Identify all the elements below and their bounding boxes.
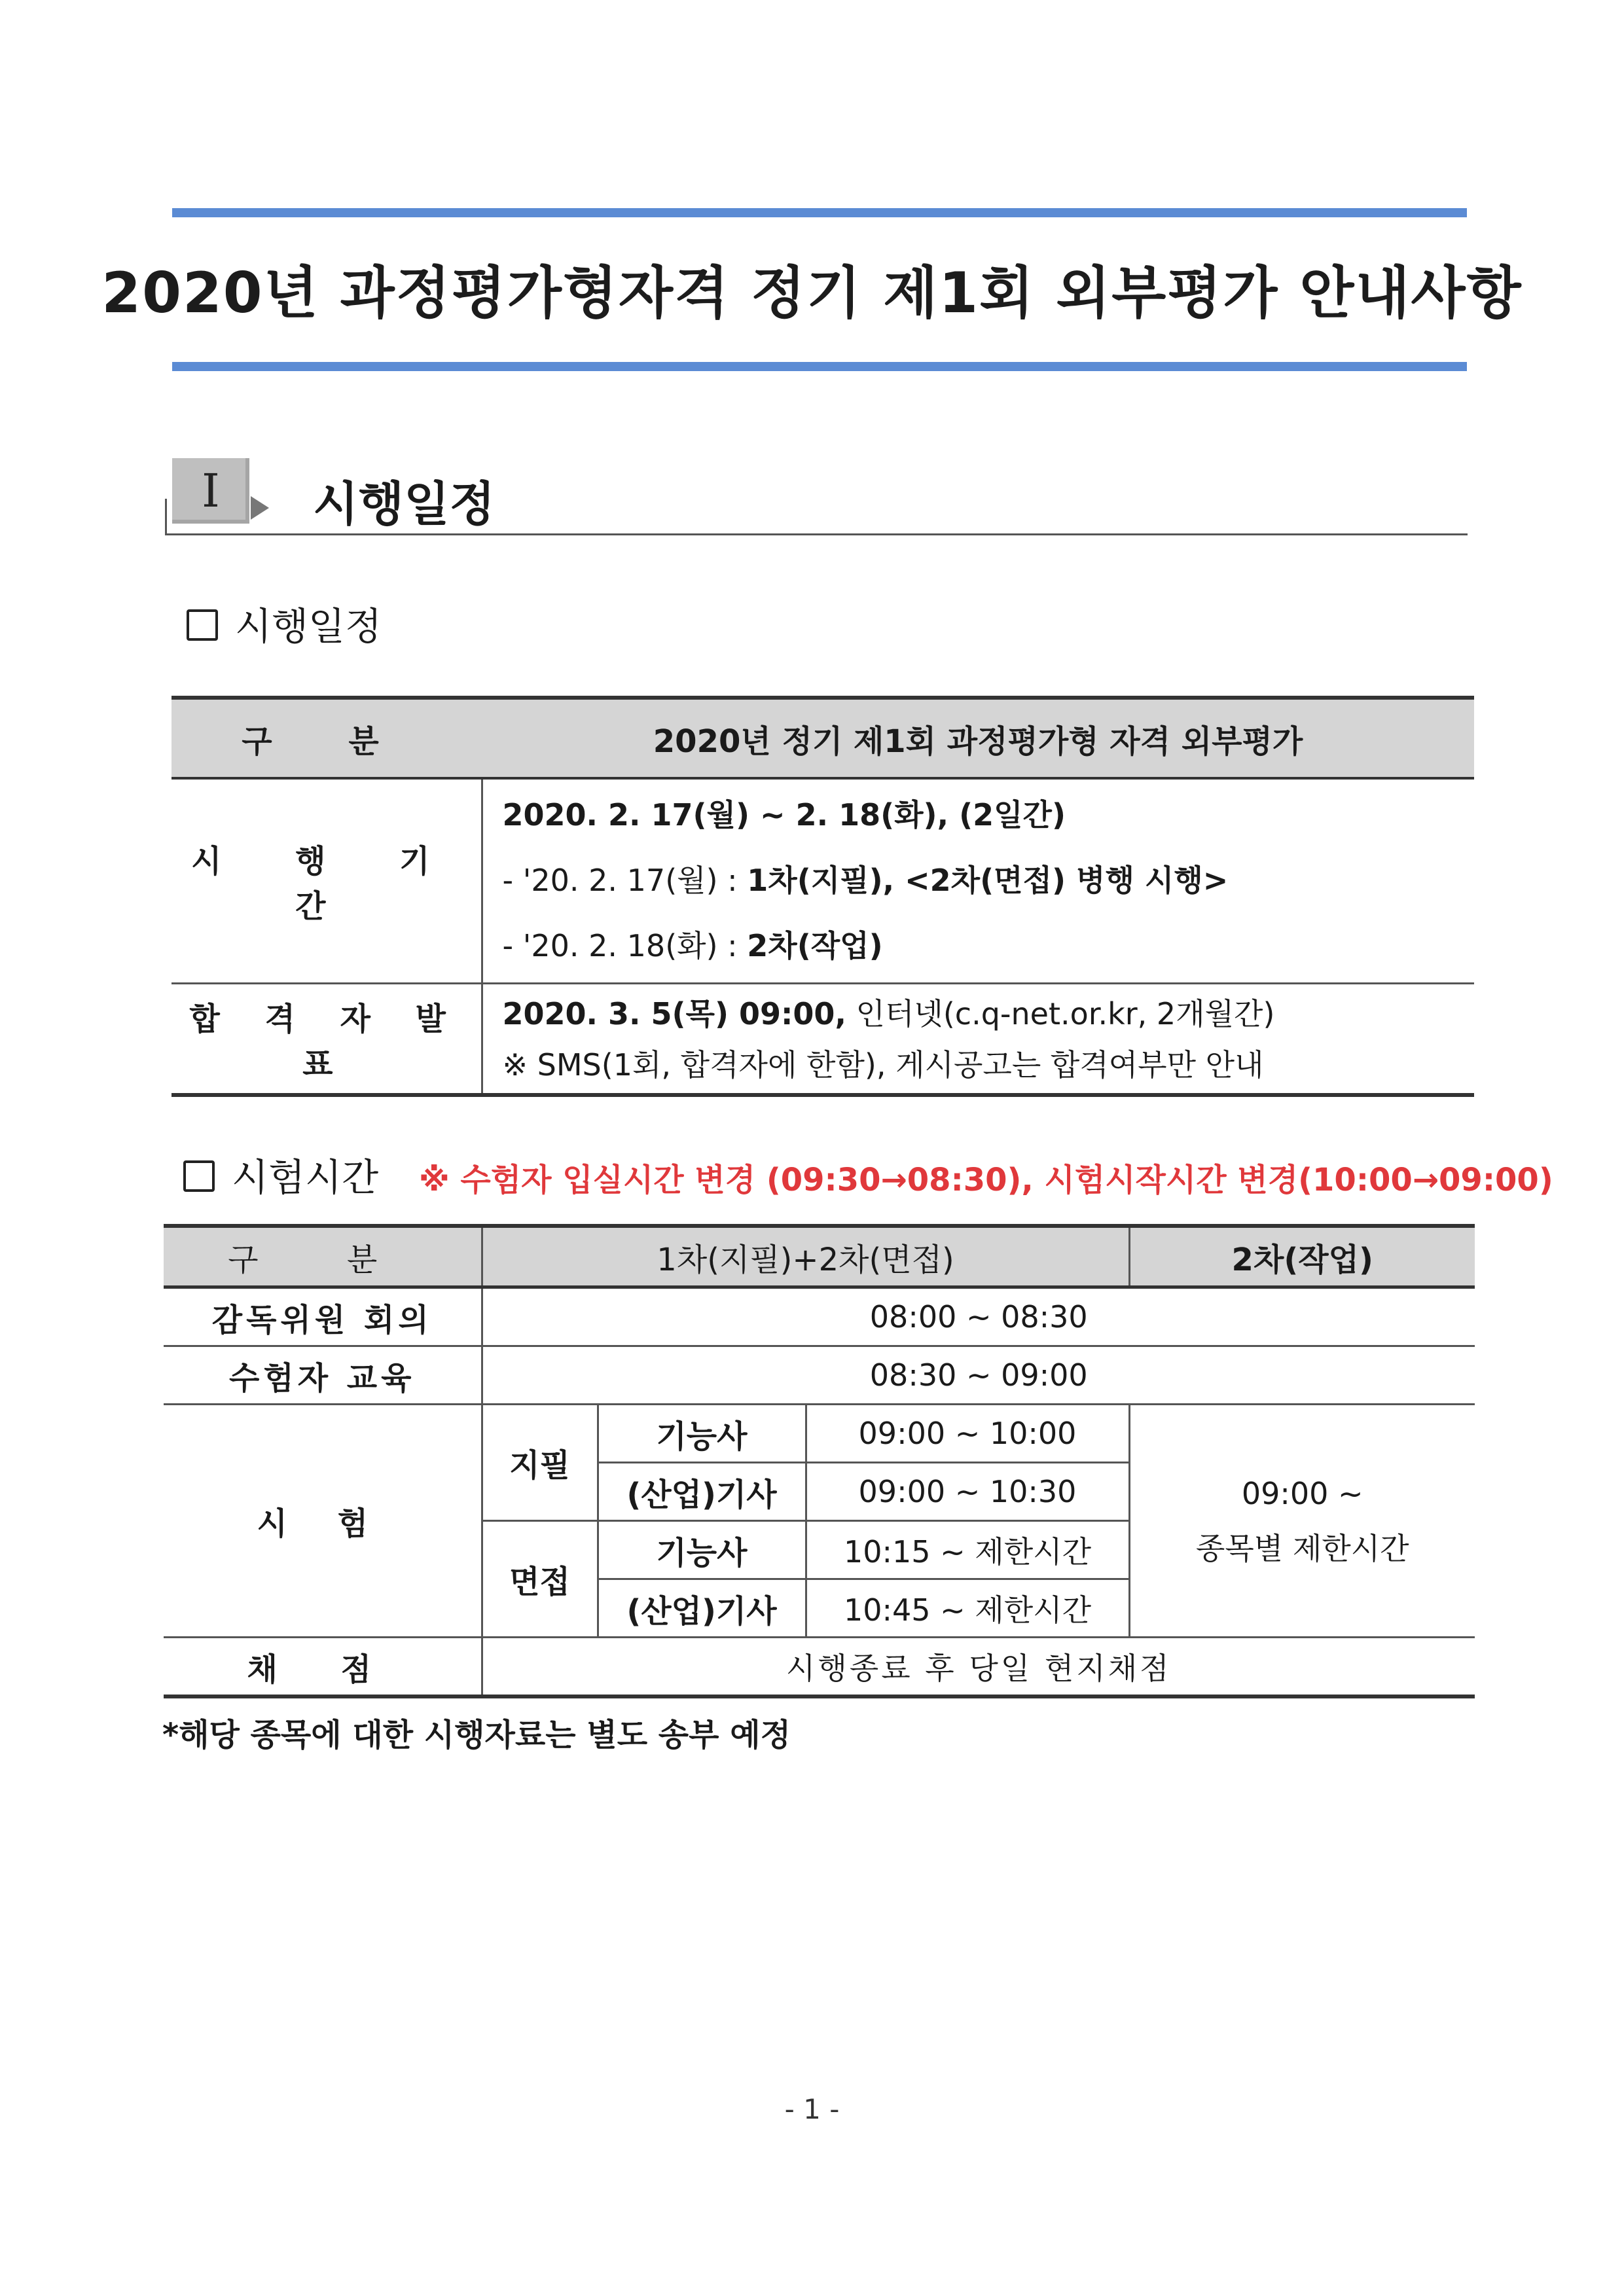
- schedule-header-col2: 2020년 정기 제1회 과정평가형 자격 외부평가: [482, 698, 1474, 778]
- checkbox-icon: [187, 609, 218, 641]
- written-time-1: 09:00 ~ 10:00: [806, 1405, 1129, 1463]
- grading-value: 시행종료 후 당일 현지채점: [482, 1638, 1475, 1697]
- interview-grade-1: 기능사: [598, 1521, 806, 1579]
- interview-label: 면접: [482, 1521, 598, 1638]
- page-title: 2020년 과정평가형자격 정기 제1회 외부평가 안내사항: [101, 260, 1523, 326]
- period-line2-detail: 1차(지필), <2차(면접) 병행 시행>: [747, 863, 1229, 898]
- work-time-start: 09:00 ~: [1241, 1475, 1363, 1511]
- education-time: 08:30 ~ 09:00: [482, 1346, 1475, 1405]
- schedule-heading-text: 시행일정: [235, 604, 382, 649]
- announce-channel: 인터넷(c.q-net.or.kr, 2개월간): [846, 996, 1275, 1031]
- supervisor-row: [164, 1287, 1475, 1346]
- section-number: I: [202, 464, 220, 518]
- interview-time-2: 10:45 ~ 제한시간: [806, 1579, 1129, 1638]
- education-label: 수험자 교육: [164, 1346, 482, 1405]
- exam-header-col1: 구 분: [164, 1226, 482, 1287]
- checkbox-icon: [183, 1160, 215, 1192]
- period-line1: 2020. 2. 17(월) ~ 2. 18(화), (2일간): [502, 797, 1066, 833]
- period-line2: [503, 848, 1475, 913]
- announce-line1: [503, 988, 1475, 1039]
- written-label: 지필: [482, 1405, 598, 1521]
- period-row: [171, 778, 1474, 984]
- exam-header-col3: 2차(작업): [1129, 1226, 1475, 1287]
- period-content: [482, 778, 1474, 984]
- exam-time-table: [164, 1224, 1475, 1698]
- exam-written-row-1: [164, 1405, 1475, 1463]
- schedule-header-col1: 구 분: [171, 698, 482, 778]
- period-line3-date: - '20. 2. 18(화) :: [502, 928, 748, 963]
- title-top-bar: [172, 208, 1467, 217]
- written-grade-1: 기능사: [598, 1405, 806, 1463]
- section-arrow-icon: [251, 496, 269, 520]
- footnote: *해당 종목에 대한 시행자료는 별도 송부 예정: [162, 1717, 791, 1753]
- grading-label: 채 점: [164, 1638, 482, 1697]
- schedule-header-row: [171, 698, 1474, 778]
- written-grade-2: (산업)기사: [598, 1463, 806, 1521]
- announce-label: 합 격 자 발 표: [171, 984, 482, 1096]
- grading-row: [164, 1638, 1475, 1697]
- exam-header-col2: 1차(지필)+2차(면접): [482, 1226, 1129, 1287]
- supervisor-label: 감독위원 회의: [164, 1287, 482, 1346]
- exam-time-heading: [183, 1147, 378, 1202]
- schedule-heading: [187, 596, 382, 651]
- written-time-2: 09:00 ~ 10:30: [806, 1463, 1129, 1521]
- announce-row: [171, 984, 1474, 1096]
- title-bottom-bar: [172, 362, 1467, 371]
- announce-line2: ※ SMS(1회, 합격자에 한함), 게시공고는 합격여부만 안내: [502, 1047, 1264, 1083]
- period-line2-date: - '20. 2. 17(월) :: [502, 863, 748, 898]
- exam-label: 시 험: [164, 1405, 482, 1638]
- exam-header-row: [164, 1226, 1475, 1287]
- work-time-cell: [1129, 1405, 1475, 1638]
- period-label: 시 행 기 간: [171, 778, 482, 984]
- section-divider-vertical: [165, 499, 167, 535]
- period-line3: [503, 913, 1475, 978]
- exam-time-heading-text: 시험시간: [232, 1155, 379, 1200]
- section-title: 시행일정: [313, 476, 496, 531]
- announce-datetime: 2020. 3. 5(목) 09:00,: [502, 996, 846, 1031]
- interview-grade-2: (산업)기사: [598, 1579, 806, 1638]
- supervisor-time: 08:00 ~ 08:30: [482, 1287, 1475, 1346]
- page-number: - 1 -: [784, 2093, 840, 2125]
- work-time-limit: 종목별 제한시간: [1195, 1530, 1409, 1566]
- period-line3-detail: 2차(작업): [747, 928, 883, 963]
- education-row: [164, 1346, 1475, 1405]
- interview-time-1: 10:15 ~ 제한시간: [806, 1521, 1129, 1579]
- schedule-table: [171, 696, 1474, 1097]
- change-notice: ※ 수험자 입실시간 변경 (09:30→08:30), 시험시작시간 변경(10:00→09:00): [419, 1162, 1553, 1198]
- announce-content: [482, 984, 1474, 1096]
